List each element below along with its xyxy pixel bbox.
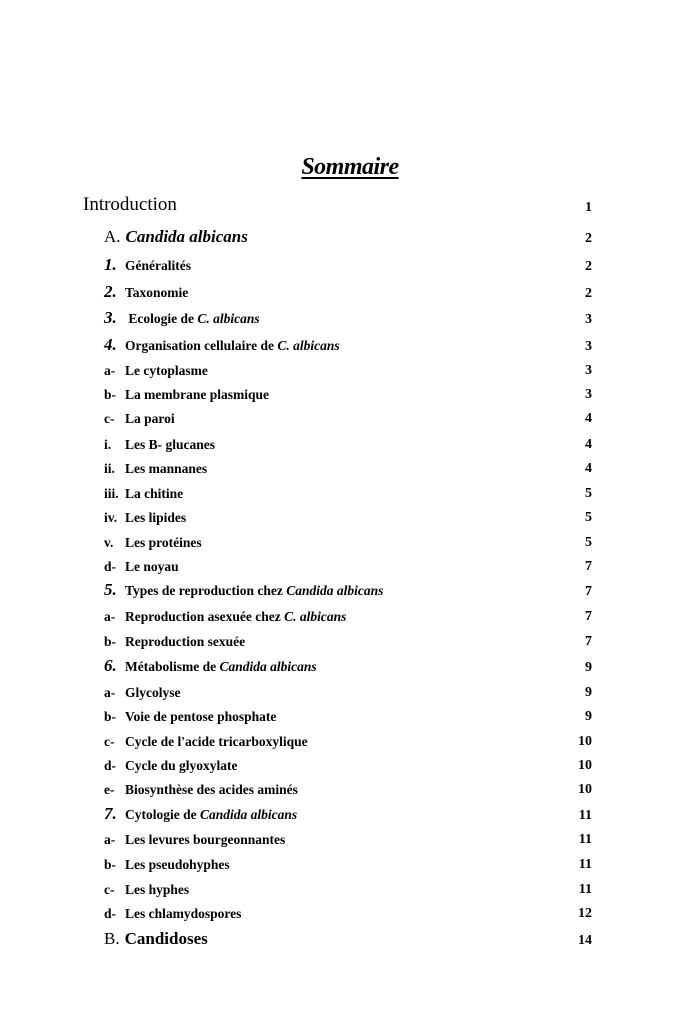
toc-entry-title: Le cytoplasme [125,363,208,378]
toc-entry-page-number: 12 [578,906,592,921]
toc-entry-number: 2. [104,282,117,301]
toc-entry-title: Les pseudohyphes [125,857,230,872]
toc-entry-label [83,194,177,216]
toc-entry-page-number: 9 [585,660,592,675]
toc-entry-page-number: 2 [585,259,592,274]
toc-entry-label [104,510,186,526]
toc-entry-number: i. [104,437,112,452]
toc-entry-species-name: C. albicans [284,609,347,624]
toc-entry-page-number: 9 [585,709,592,724]
toc-entry-page-number: 2 [585,231,592,246]
toc-entry[interactable] [0,335,700,359]
toc-entry-number: a- [104,685,116,700]
toc-entry[interactable] [0,227,700,251]
toc-entry-number: 6. [104,656,117,675]
toc-entry-number: 1. [104,255,117,274]
toc-entry-page-number: 11 [578,882,592,897]
toc-entry-label [104,363,208,379]
toc-entry[interactable] [0,407,700,431]
toc-entry-number: e- [104,782,115,797]
toc-entry-page-number: 3 [585,339,592,354]
toc-entry[interactable] [0,730,700,754]
toc-entry-label [104,437,215,453]
toc-entry-title: Reproduction sexuée [125,634,246,649]
toc-entry-label [104,685,181,701]
toc-entry-page-number: 3 [585,363,592,378]
toc-entry-number: B. [104,929,120,948]
toc-entry-title: La membrane plasmique [125,387,270,402]
toc-entry-title: Généralités [125,258,191,273]
toc-entry-label [104,709,276,725]
toc-entry-number: v. [104,535,114,550]
toc-entry-page-number: 5 [585,535,592,550]
toc-entry-number: A. [104,227,121,246]
toc-entry-label [104,832,285,848]
toc-entry-page-number: 3 [585,387,592,402]
toc-entry-title: Voie de pentose phosphate [125,709,277,724]
toc-entry-label [104,411,175,427]
toc-entry-number: iv. [104,510,118,525]
toc-entry-title: Organisation cellulaire de [125,338,278,353]
toc-entry-species-name: C. albicans [277,338,340,353]
toc-entry-number: a- [104,363,116,378]
toc-entry-title: Cycle du glyoxylate [125,758,238,773]
toc-entry-title: Introduction [83,194,177,215]
toc-entry-page-number: 5 [585,510,592,525]
toc-entry-title: Cytologie de [125,807,200,822]
toc-entry-number: 4. [104,335,117,354]
toc-entry-title: Les lipides [125,510,187,525]
toc-entry-title: Glycolyse [125,685,181,700]
toc-entry-title: Types de reproduction chez [125,583,287,598]
toc-entry[interactable] [0,555,700,579]
toc-entry-page-number: 7 [585,634,592,649]
toc-entry-page-number: 14 [578,933,592,948]
toc-entry-page-number: 10 [578,782,592,797]
toc-entry-number: 3. [104,308,117,327]
toc-entry-title: Candidoses [124,929,208,948]
toc-entry-title: Reproduction asexuée chez [125,609,285,624]
toc-entry[interactable] [0,482,700,506]
toc-entry[interactable] [0,902,700,926]
toc-entry[interactable] [0,828,700,852]
toc-entry-number: ii. [104,461,115,476]
toc-entry-title: Les Β- glucanes [125,437,216,452]
toc-entry-number: c- [104,734,115,749]
toc-entry-page-number: 3 [585,312,592,327]
toc-entry-page-number: 11 [578,832,592,847]
toc-entry[interactable] [0,506,700,530]
toc-entry-page-number: 7 [585,559,592,574]
toc-entry[interactable] [0,878,700,902]
page-title: Sommaire [301,154,399,180]
toc-entry-label [104,882,189,898]
toc-entry-number: a- [104,609,116,624]
toc-entry[interactable] [0,531,700,555]
toc-entry-label [104,656,317,676]
toc-entry-species-name: Candida albicans [200,807,298,822]
toc-entry[interactable] [0,359,700,383]
toc-entry-title: Cycle de l'acide tricarboxylique [125,734,308,749]
toc-entry-page-number: 2 [585,286,592,301]
toc-entry-number: b- [104,634,117,649]
toc-entry-page-number: 10 [578,758,592,773]
toc-entry-title: La chitine [125,486,184,501]
toc-entry-title: Les levures bourgeonnantes [125,832,286,847]
toc-entry-title: Les protéines [125,535,202,550]
toc-entry-label [104,461,207,477]
toc-entry[interactable] [0,196,700,220]
toc-entry[interactable] [0,457,700,481]
toc-entry-page-number: 7 [585,584,592,599]
toc-entry-number: a- [104,832,116,847]
toc-entry-label [104,535,202,551]
toc-entry-label [104,734,308,750]
toc-entry[interactable] [0,705,700,729]
toc-entry[interactable] [0,681,700,705]
toc-entry-title: Les hyphes [125,882,190,897]
toc-entry-title: Métabolisme de [125,659,220,674]
toc-entry-number: 7. [104,804,117,823]
toc-entry-title: Biosynthèse des acides aminés [125,782,298,797]
toc-entry-label [104,308,260,328]
toc-entry[interactable] [0,853,700,877]
toc-entry[interactable] [0,580,700,604]
toc-entry-label [104,804,297,824]
toc-entry-page-number: 1 [585,200,592,215]
toc-entry-label [104,857,230,873]
toc-entry-label [104,227,248,247]
toc-entry-title: Les chlamydospores [125,906,242,921]
toc-entry-label [104,929,208,949]
toc-entry[interactable] [0,255,700,279]
toc-entry-page-number: 7 [585,609,592,624]
toc-entry-page-number: 4 [585,461,592,476]
toc-entry-title: Les mannanes [125,461,208,476]
toc-entry[interactable] [0,754,700,778]
toc-entry[interactable] [0,433,700,457]
toc-entry-page-number: 9 [585,685,592,700]
toc-entry-number: d- [104,906,117,921]
toc-entry[interactable] [0,778,700,802]
toc-entry-number: b- [104,857,117,872]
toc-entry-label [104,906,241,922]
toc-entry[interactable] [0,929,700,953]
toc-entry-label [104,486,183,502]
toc-entry[interactable] [0,630,700,654]
toc-entry-species-name: Candida albicans [125,227,248,246]
toc-entry[interactable] [0,282,700,306]
toc-entry-title: Ecologie de [125,311,198,326]
toc-entry-label [104,387,269,403]
toc-entry-number: d- [104,758,117,773]
toc-entry-label [104,335,340,355]
toc-entry-page-number: 11 [578,808,592,823]
toc-entry-species-name: Candida albicans [286,583,384,598]
toc-entry-label [104,255,191,275]
toc-entry-page-number: 4 [585,437,592,452]
toc-entry-species-name: C. albicans [197,311,260,326]
toc-entry-page-number: 5 [585,486,592,501]
toc-entry-title: La paroi [125,411,175,426]
toc-entry-title: Le noyau [125,559,179,574]
toc-entry-label [104,634,245,650]
toc-entry-number: iii. [104,486,119,501]
toc-entry-page-number: 4 [585,411,592,426]
toc-entry[interactable] [0,656,700,680]
toc-entry-title: Taxonomie [125,285,189,300]
toc-entry-number: c- [104,882,115,897]
toc-entry[interactable] [0,804,700,828]
toc-entry-number: b- [104,709,117,724]
toc-entry-label [104,609,346,625]
toc-entry-number: b- [104,387,117,402]
toc-entry-number: 5. [104,580,117,599]
toc-entry-label [104,580,383,600]
toc-entry[interactable] [0,383,700,407]
toc-entry-page-number: 10 [578,734,592,749]
toc-entry-number: d- [104,559,117,574]
toc-entry[interactable] [0,308,700,332]
toc-entry-page-number: 11 [578,857,592,872]
toc-entry-label [104,282,188,302]
toc-entry-label [104,782,298,798]
toc-entry-species-name: Candida albicans [219,659,317,674]
toc-entry-number: c- [104,411,115,426]
toc-entry[interactable] [0,605,700,629]
toc-entry-label [104,559,179,575]
toc-entry-label [104,758,238,774]
